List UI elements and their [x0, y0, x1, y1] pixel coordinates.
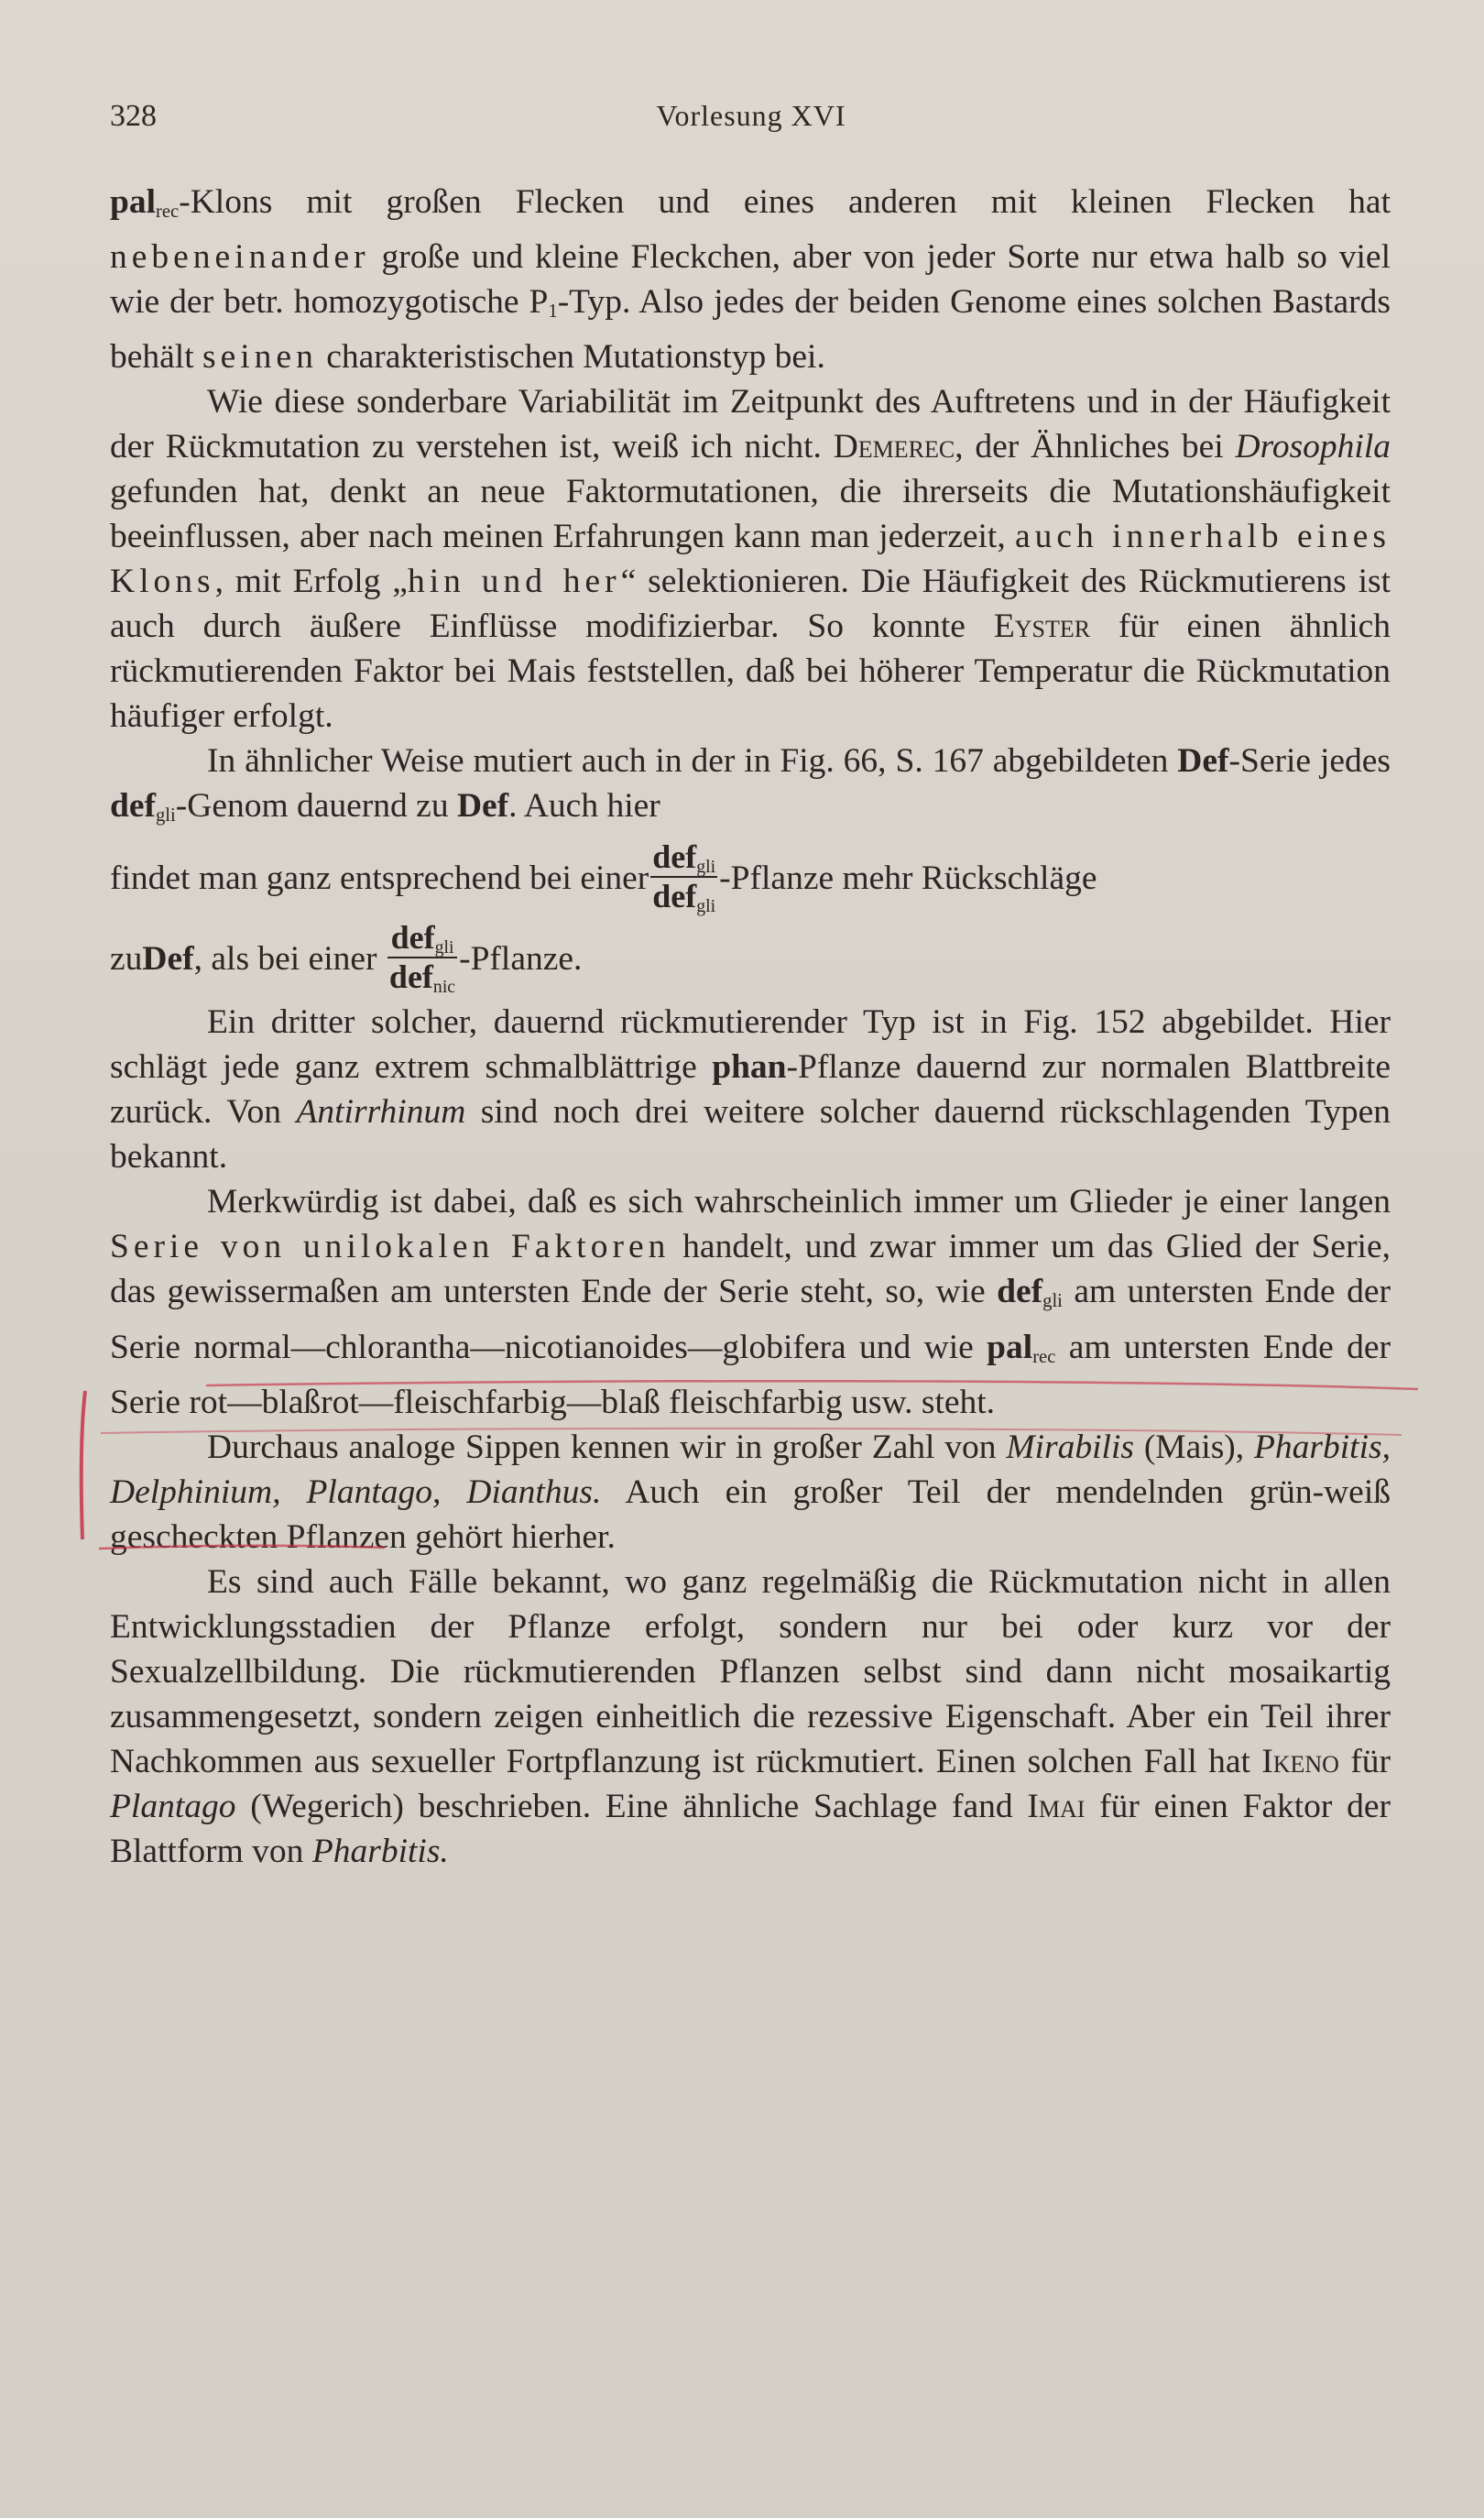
page-header [110, 99, 1392, 139]
running-title: Vorlesung XVI [656, 99, 846, 132]
page-number: 328 [110, 99, 157, 133]
fraction-gli-gli: $\frac{def_{gli}}{def_{gli}}$ [652, 838, 716, 917]
fraction-gli-nic: $\frac{def_{gli}}{def_{nic}}$ [388, 918, 456, 998]
page-body [110, 180, 1391, 1874]
paragraph-4: Ein dritter solcher, dauernd rückmutierender Typ ist in Fig. 152 abgebildet. Hier schlägt jede ganz extrem schmalblättrige phan-Pflanze dauernd zur normalen Blattbreite zurück. Von Antirrhinum sind noch drei weitere solcher dauernd rückschlagenden Typen bekannt. [110, 1003, 1391, 1177]
formula-line-1: findet man ganz entsprechend bei einer $\frac{def_{gli}}{def_{gli}}$ -Pflanze mehr Rückschläge [110, 838, 1097, 917]
paragraph-6: Durchaus analoge Sippen kennen wir in großer Zahl von Mirabilis (Mais), Pharbitis, Delphinium, Plantago, Dianthus. Auch ein großer Teil der mendelnden grün-weiß gescheckten Pflanzen gehört hierher. [110, 1428, 1391, 1556]
paragraph-5: Merkwürdig ist dabei, daß es sich wahrscheinlich immer um Glieder je einer langen Serie von unilokalen Faktoren handelt, und zwar immer um das Glied der Serie, das gewissermaßen am untersten Ende der Serie steht, so, wie def$_{gli}$ am untersten Ende der Serie normal—chlorantha—nicotianoides—globifera und wie pal$_{rec}$ am untersten Ende der Serie rot—blaßrot—fleischfarbig—blaß fleischfarbig usw. steht. [110, 1183, 1391, 1421]
paragraph-7: Es sind auch Fälle bekannt, wo ganz regelmäßig die Rückmutation nicht in allen Entwicklungsstadien der Pflanze erfolgt, sondern nur bei oder kurz vor der Sexualzellbildung. Die rückmutierenden Pflanzen selbst sind dann nicht mosaikartig zusammengesetzt, sondern zeigen einheitlich die rezessive Eigenschaft. Aber ein Teil ihrer Nachkommen aus sexueller Fortpflanzung ist rückmutiert. Einen solchen Fall hat Ikeno für Plantago (Wegerich) beschrieben. Eine ähnliche Sachlage fand Imai für einen Faktor der Blattform von Pharbitis. [110, 1562, 1391, 1870]
paragraph-1: pal$_{rec}$-Klons mit großen Flecken und eines anderen mit kleinen Flecken hat nebeneinander große und kleine Fleckchen, aber von jeder Sorte nur etwa halb so viel wie der betr. homozygotische $P_1$-Typ. Also jedes der beiden Genome eines solchen Bastards behält seinen charakteristischen Mutationstyp bei. [110, 183, 1391, 377]
margin-bracket-mark [82, 1391, 85, 1539]
formula-line-2: zu Def , als bei einer $\frac{def_{gli}}{def_{nic}}$ -Pflanze. [110, 918, 583, 998]
paragraph-2: Wie diese sonderbare Variabilität im Zeitpunkt des Auftretens und in der Häufigkeit der Rückmutation zu verstehen ist, weiß ich nicht. Demerec, der Ähnliches bei Drosophila gefunden hat, denkt an neue Faktormutationen, die ihrerseits die Mutationshäufigkeit beeinflussen, aber nach meinen Erfahrungen kann man jederzeit, auch innerhalb eines Klons, mit Erfolg „hin und her“ selektionieren. Die Häufigkeit des Rückmutierens ist auch durch äußere Einflüsse modifizierbar. So konnte Eyster für einen ähnlich rückmutierenden Faktor bei Mais feststellen, daß bei höherer Temperatur die Rückmutation häufiger erfolgt. [110, 383, 1391, 736]
paragraph-3: In ähnlicher Weise mutiert auch in der in Fig. 66, S. 167 abgebildeten Def-Serie jedes def$_{gli}$-Genom dauernd zu Def. Auch hier [110, 742, 1391, 827]
